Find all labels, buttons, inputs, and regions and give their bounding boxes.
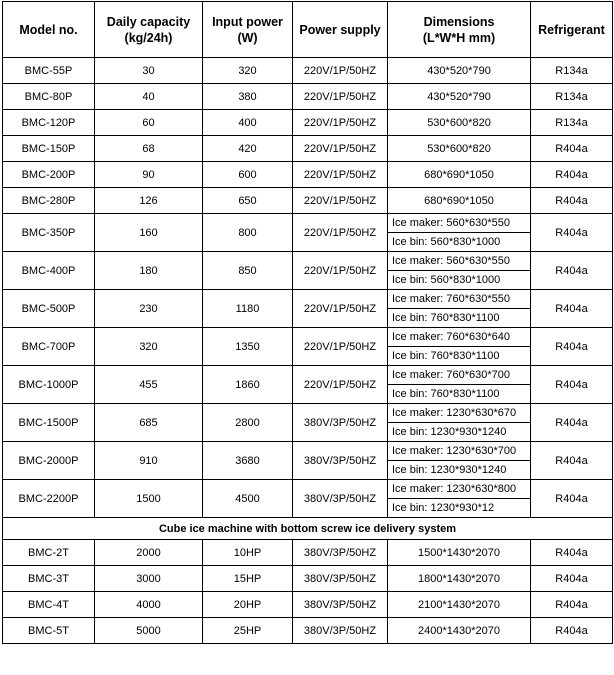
supply-cell: 380V/3P/50HZ (293, 618, 388, 644)
model-cell: BMC-2T (3, 540, 95, 566)
model-cell: BMC-4T (3, 592, 95, 618)
refrigerant-cell: R134a (531, 58, 613, 84)
refrigerant-cell: R404a (531, 214, 613, 252)
model-cell: BMC-120P (3, 110, 95, 136)
capacity-cell: 320 (95, 328, 203, 366)
capacity-cell: 68 (95, 136, 203, 162)
refrigerant-cell: R404a (531, 328, 613, 366)
supply-cell: 380V/3P/50HZ (293, 480, 388, 518)
ice-maker-dimensions-cell: Ice maker: 1230*630*800 (388, 480, 531, 499)
capacity-cell: 40 (95, 84, 203, 110)
supply-cell: 220V/1P/50HZ (293, 290, 388, 328)
supply-cell: 220V/1P/50HZ (293, 136, 388, 162)
table-row (3, 442, 613, 461)
model-cell: BMC-200P (3, 162, 95, 188)
refrigerant-cell: R404a (531, 566, 613, 592)
ice-maker-dimensions-cell: Ice maker: 560*630*550 (388, 214, 531, 233)
model-cell: BMC-1500P (3, 404, 95, 442)
ice-bin-dimensions-cell: Ice bin: 760*830*1100 (388, 385, 531, 404)
refrigerant-cell: R404a (531, 136, 613, 162)
dimensions-cell: 680*690*1050 (388, 188, 531, 214)
table-row (3, 480, 613, 499)
power-cell: 800 (203, 214, 293, 252)
model-cell: BMC-55P (3, 58, 95, 84)
table-row (3, 290, 613, 309)
dimensions-cell: 2400*1430*2070 (388, 618, 531, 644)
power-cell: 600 (203, 162, 293, 188)
table-row (3, 566, 613, 592)
supply-cell: 220V/1P/50HZ (293, 214, 388, 252)
capacity-cell: 910 (95, 442, 203, 480)
ice-maker-dimensions-cell: Ice maker: 760*630*640 (388, 328, 531, 347)
supply-cell: 220V/1P/50HZ (293, 188, 388, 214)
power-cell: 420 (203, 136, 293, 162)
capacity-cell: 90 (95, 162, 203, 188)
refrigerant-cell: R134a (531, 84, 613, 110)
refrigerant-cell: R404a (531, 162, 613, 188)
table-row (3, 592, 613, 618)
table-row (3, 404, 613, 423)
model-cell: BMC-700P (3, 328, 95, 366)
refrigerant-cell: R404a (531, 592, 613, 618)
header-dimensions: Dimensions (L*W*H mm) (388, 2, 531, 58)
header-supply: Power supply (293, 2, 388, 58)
refrigerant-cell: R404a (531, 188, 613, 214)
power-cell: 10HP (203, 540, 293, 566)
capacity-cell: 60 (95, 110, 203, 136)
power-cell: 3680 (203, 442, 293, 480)
model-cell: BMC-3T (3, 566, 95, 592)
capacity-cell: 4000 (95, 592, 203, 618)
ice-bin-dimensions-cell: Ice bin: 560*830*1000 (388, 271, 531, 290)
table-row (3, 58, 613, 84)
capacity-cell: 230 (95, 290, 203, 328)
model-cell: BMC-500P (3, 290, 95, 328)
model-cell: BMC-150P (3, 136, 95, 162)
header-refrigerant: Refrigerant (531, 2, 613, 58)
dimensions-cell: 530*600*820 (388, 136, 531, 162)
ice-machine-spec-table (2, 1, 613, 644)
section-row (3, 518, 613, 540)
spec-table-container (2, 1, 613, 644)
power-cell: 2800 (203, 404, 293, 442)
power-cell: 1180 (203, 290, 293, 328)
ice-bin-dimensions-cell: Ice bin: 560*830*1000 (388, 233, 531, 252)
dimensions-cell: 1800*1430*2070 (388, 566, 531, 592)
model-cell: BMC-350P (3, 214, 95, 252)
refrigerant-cell: R404a (531, 618, 613, 644)
refrigerant-cell: R404a (531, 540, 613, 566)
dimensions-cell: 1500*1430*2070 (388, 540, 531, 566)
capacity-cell: 5000 (95, 618, 203, 644)
table-row (3, 136, 613, 162)
supply-cell: 220V/1P/50HZ (293, 252, 388, 290)
supply-cell: 380V/3P/50HZ (293, 442, 388, 480)
model-cell: BMC-1000P (3, 366, 95, 404)
dimensions-cell: 2100*1430*2070 (388, 592, 531, 618)
header-row (3, 2, 613, 58)
power-cell: 15HP (203, 566, 293, 592)
power-cell: 650 (203, 188, 293, 214)
table-row (3, 214, 613, 233)
capacity-cell: 180 (95, 252, 203, 290)
power-cell: 320 (203, 58, 293, 84)
refrigerant-cell: R134a (531, 110, 613, 136)
refrigerant-cell: R404a (531, 290, 613, 328)
model-cell: BMC-5T (3, 618, 95, 644)
ice-bin-dimensions-cell: Ice bin: 760*830*1100 (388, 309, 531, 328)
supply-cell: 380V/3P/50HZ (293, 540, 388, 566)
model-cell: BMC-2000P (3, 442, 95, 480)
dimensions-cell: 530*600*820 (388, 110, 531, 136)
power-cell: 1860 (203, 366, 293, 404)
supply-cell: 220V/1P/50HZ (293, 328, 388, 366)
refrigerant-cell: R404a (531, 480, 613, 518)
dimensions-cell: 430*520*790 (388, 84, 531, 110)
power-cell: 380 (203, 84, 293, 110)
table-row (3, 328, 613, 347)
capacity-cell: 455 (95, 366, 203, 404)
capacity-cell: 126 (95, 188, 203, 214)
ice-maker-dimensions-cell: Ice maker: 1230*630*670 (388, 404, 531, 423)
power-cell: 20HP (203, 592, 293, 618)
table-row (3, 366, 613, 385)
dimensions-cell: 430*520*790 (388, 58, 531, 84)
supply-cell: 380V/3P/50HZ (293, 592, 388, 618)
model-cell: BMC-400P (3, 252, 95, 290)
refrigerant-cell: R404a (531, 404, 613, 442)
ice-maker-dimensions-cell: Ice maker: 560*630*550 (388, 252, 531, 271)
refrigerant-cell: R404a (531, 366, 613, 404)
header-power: Input power (W) (203, 2, 293, 58)
power-cell: 1350 (203, 328, 293, 366)
ice-maker-dimensions-cell: Ice maker: 760*630*550 (388, 290, 531, 309)
table-row (3, 110, 613, 136)
table-row (3, 84, 613, 110)
refrigerant-cell: R404a (531, 442, 613, 480)
supply-cell: 220V/1P/50HZ (293, 366, 388, 404)
capacity-cell: 30 (95, 58, 203, 84)
supply-cell: 380V/3P/50HZ (293, 404, 388, 442)
capacity-cell: 2000 (95, 540, 203, 566)
refrigerant-cell: R404a (531, 252, 613, 290)
capacity-cell: 160 (95, 214, 203, 252)
supply-cell: 220V/1P/50HZ (293, 110, 388, 136)
power-cell: 25HP (203, 618, 293, 644)
header-model: Model no. (3, 2, 95, 58)
supply-cell: 220V/1P/50HZ (293, 162, 388, 188)
section-title: Cube ice machine with bottom screw ice delivery system (3, 518, 613, 540)
model-cell: BMC-2200P (3, 480, 95, 518)
ice-maker-dimensions-cell: Ice maker: 1230*630*700 (388, 442, 531, 461)
supply-cell: 380V/3P/50HZ (293, 566, 388, 592)
power-cell: 4500 (203, 480, 293, 518)
supply-cell: 220V/1P/50HZ (293, 58, 388, 84)
model-cell: BMC-280P (3, 188, 95, 214)
table-row (3, 540, 613, 566)
ice-bin-dimensions-cell: Ice bin: 1230*930*1240 (388, 423, 531, 442)
dimensions-cell: 680*690*1050 (388, 162, 531, 188)
ice-maker-dimensions-cell: Ice maker: 760*630*700 (388, 366, 531, 385)
capacity-cell: 1500 (95, 480, 203, 518)
model-cell: BMC-80P (3, 84, 95, 110)
table-row (3, 252, 613, 271)
power-cell: 400 (203, 110, 293, 136)
supply-cell: 220V/1P/50HZ (293, 84, 388, 110)
table-row (3, 188, 613, 214)
power-cell: 850 (203, 252, 293, 290)
ice-bin-dimensions-cell: Ice bin: 1230*930*12 (388, 499, 531, 518)
ice-bin-dimensions-cell: Ice bin: 1230*930*1240 (388, 461, 531, 480)
table-row (3, 162, 613, 188)
capacity-cell: 685 (95, 404, 203, 442)
ice-bin-dimensions-cell: Ice bin: 760*830*1100 (388, 347, 531, 366)
table-row (3, 618, 613, 644)
capacity-cell: 3000 (95, 566, 203, 592)
header-capacity: Daily capacity (kg/24h) (95, 2, 203, 58)
